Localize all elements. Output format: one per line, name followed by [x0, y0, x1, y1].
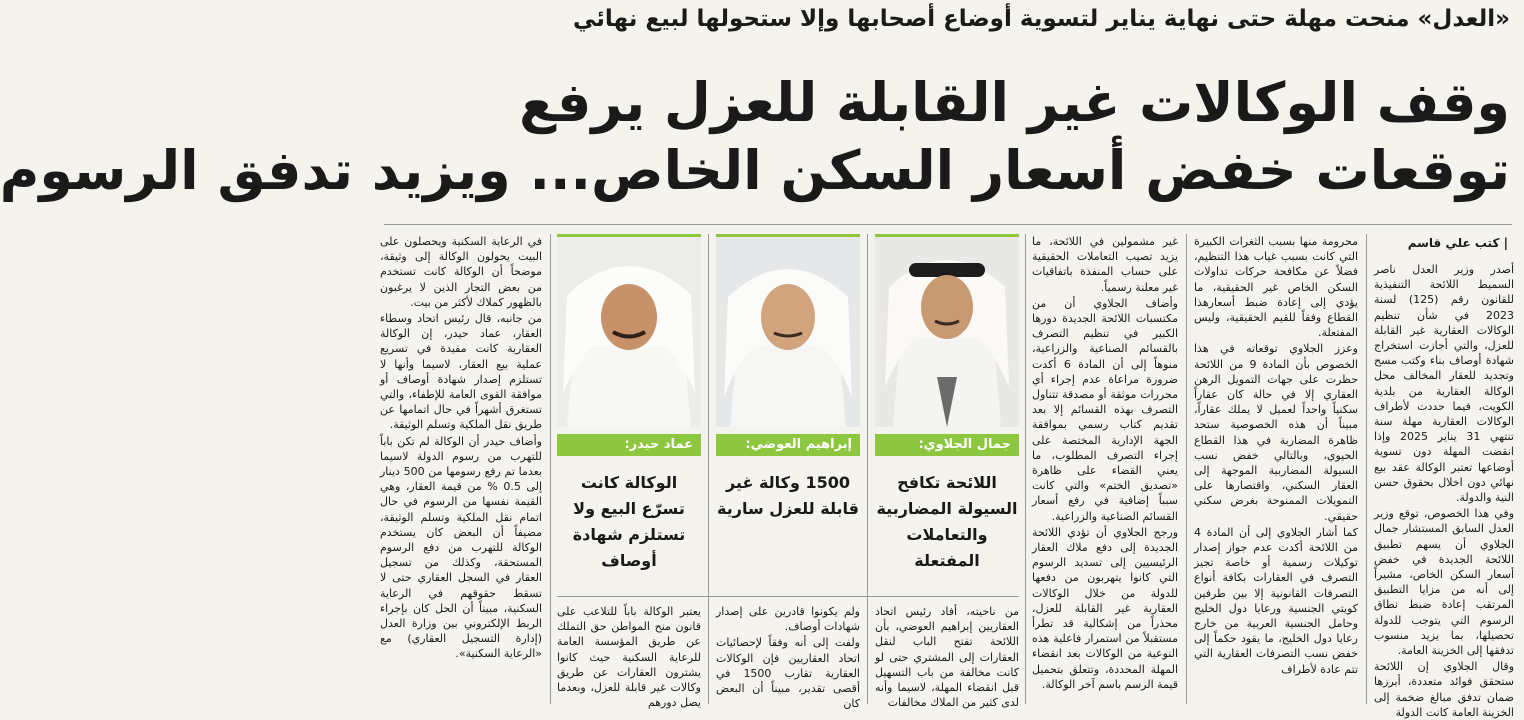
paragraph: أصدر وزير العدل ناصر السميط اللائحة التنفيذية للقانون رقم (125) لسنة 2023 في شأن تنظيم الوكالات العقارية غير القابلة للعزل، والتي أجازت استخراج شهادة أوصاف بناء وكتب مسح وتجديد للعقار المخالف محل الوكالة العقارية من بلدية الكويت، فيما حددت لأطراف الوكالات العقارية مهلة سنة تنتهي 31 يناير 2025 وإذا انقضت المهلة دون تسوية أوضاعها تعتبر الوكالة عقد بيع نهائي دون اخلال بحقوق حسن النية والدولة.: [1374, 263, 1514, 505]
paragraph: وأضاف حيدر أن الوكالة لم تكن باباً للتهرب من رسوم الدولة لاسيما بعدما تم رفع رسومها من 500 دينار إلى 0.5 % من قيمة العقار، وهي القيمة نفسها من الرسوم في حال اتمام نقل الملكية وتسلم الوثيقة، مضيفاً أن البعض كان يستخدم الوكالة للتهرب من دفع الرسوم المستحقة، وكذلك من تسجيل العقار في السجل العقاري حتى لا تسقط حقوقهم في الرعاية السكنية، مبيناً أن الحل كان بإجراء الربط الإلكتروني بين وزارة العدل (إدارة التسجيل العقاري) مع «الرعاية السكنية».: [380, 434, 543, 661]
paragraph: يعتبر الوكالة باباً للتلاعب على قانون منح المواطن حق التملك عن طريق المؤسسة العامة للرعاية السكنية حيث كانوا يشترون العقارات عن طريق وكالات غير قابلة للعزل، وبعدما يصل دورهم: [557, 605, 701, 710]
byline: | كتب علي قاسم: [1407, 236, 1508, 250]
kicker-headline: «العدل» منحت مهلة حتى نهاية يناير لتسوية أوضاع أصحابها وإلا ستحولها لبيع نهائي: [573, 6, 1510, 32]
article-column-3: [1032, 234, 1178, 704]
caption-jamal-aljalawi: جمال الجلاوي:: [875, 434, 1019, 456]
paragraph: ولم يكونوا قادرين على إصدار شهادات أوصاف.: [716, 605, 860, 634]
quote-text: الوكالة كانت تسرّع البيع ولا تستلزم شهادة أوصاف: [572, 473, 686, 570]
header-rule: [384, 224, 1512, 225]
caption-emad-haider: عماد حيدر:: [557, 434, 701, 456]
paragraph: في الرعاية السكنية ويحصلون على البيت يحولون الوكالة إلى وثيقة، موضحاً أن الوكالة كانت تستخدم من بعض التجار الذين لا يرغبون بالظهور كملاك لأكثر من بيت.: [380, 235, 542, 309]
paragraph: ولفت إلى أنه وفقاً لإحصائيات اتحاد العقاريين فإن الوكالات العقارية تقارب 1500 في أقصى تقدير، مبيناً أن البعض كان: [716, 636, 860, 711]
paragraph: وفي هذا الخصوص، توقع وزير العدل السابق المستشار جمال الجلاوي أن يسهم تطبيق اللائحة الجديدة في خفض أسعار السكن الخاص، مشيراً إلى أنه من مزايا التطبيق المرتقب إعادة ضبط نطاق الرسوم التي يتوجب للدولة تحصيلها، بما يزيد منسوب تدفقها إلى الخزينة العامة.: [1374, 507, 1514, 658]
quote-text: 1500 وكالة غير قابلة للعزل سارية: [717, 473, 859, 518]
column-divider: [1025, 234, 1026, 704]
paragraph: كما أشار الجلاوي إلى أن المادة 4 من اللائحة أكدت عدم جواز إصدار توكيلات رسمية أو خاصة تجيز التصرف في العقارات بكافة أنواع التصرفات القانونية إلا بين طرفين كويتي الجنسية ورعايا دول الخليج وحامل الجنسية العربية من خارج رعايا دول الخليج، ما يقود حكماً إلى خفض نسب التصرفات العقارية التي تتم عادة لأطراف: [1194, 525, 1358, 676]
paragraph: غير مشمولين في اللائحة، ما يزيد تصيب التعاملات الحقيقية على حساب المنفذة باتفاقيات غير معلنة رسمياً.: [1032, 235, 1178, 294]
column-divider: [1186, 234, 1187, 704]
column-divider: [550, 234, 551, 704]
article-column-6: [557, 604, 701, 710]
article-column-7: [380, 234, 542, 704]
caption-ibrahim-alawadhi: إبراهيم العوضي:: [716, 434, 860, 456]
photo-emad-haider: [557, 234, 701, 427]
quote-ibrahim-alawadhi: [716, 470, 860, 522]
quote-emad-haider: [557, 470, 701, 574]
portrait-illustration: [557, 237, 701, 427]
column-divider: [867, 234, 868, 704]
portrait-illustration: [875, 237, 1019, 427]
photo-jamal-aljalawi: [875, 234, 1019, 427]
paragraph: من جانبه، قال رئيس اتحاد وسطاء العقار، عماد حيدر، إن الوكالة العقارية كانت مفيدة في تسريع عملية بيع العقار، لاسيما وأنها لا تستلزم إصدار شهادة أوصاف أو موافقة القوى العامة للإطفاء، والتي تستغرق أشهراً في حال اتمامها عن طريق نقل الملكية وتسلم الوثيقة.: [380, 312, 542, 432]
quote-text: اللائحة تكافح السيولة المضاربية والتعاملات المفتعلة: [876, 473, 1018, 570]
paragraph: من ناحيته، أفاد رئيس اتحاد العقاريين إبراهيم العوضي، بأن اللائحة تفتح الباب لنقل العقارات إلى المشتري حتى لو كانت مخالفة من باب التسهيل قبل انقضاء المهلة، لاسيما وأنه لدى كثير من الملاك مخالفات: [875, 605, 1019, 710]
article-column-2: [1194, 234, 1358, 704]
paragraph: ورجح الجلاوي أن تؤدي اللائحة الجديدة إلى دفع ملاك العقار الرئيسيين إلى تسديد الرسوم التي كانوا يتهربون من دفعها للدولة من خلال الوكالات العقارية غير القابلة للعزل، محذراً من إشكالية قد تطرأ مستقبلاً من استمرار فاعلية هذه النوعية من الوكالات بعد انقضاء المهلة المحددة، وتتعلق بتحميل قيمة الرسم باسم آخر الوكالة.: [1032, 525, 1178, 691]
portrait-illustration: [716, 237, 860, 427]
article-column-1: [1374, 262, 1514, 719]
paragraph: وقال الجلاوي إن اللائحة ستحقق فوائد متعددة، أبرزها ضمان تدفق مبالغ ضخمة إلى الخزينة العامة كانت الدولة: [1374, 660, 1514, 719]
article-column-5: [716, 604, 860, 711]
paragraph: وأضاف الجلاوي أن من مكتسبات اللائحة الجديدة دورها الكبير في تنظيم التصرف بالقسائم الصناعية والزراعية، منوهاً إلى أن المادة 6 أكدت ضرورة مراعاة عدم إجراء أي محررات موثقة أو مصدقة تتناول التصرف بهذه القسائم إلا بعد تقديم كتاب رسمي بموافقة الجهة الإدارية المختصة على إجراء التصرف المطلوب، ما يعني القضاء على ظاهرة «تصديق الختم» والتي كانت سبباً إضافية في رفع أسعار القسائم الصناعية والزراعية.: [1032, 296, 1179, 523]
panel-bottom-rule: [557, 596, 1019, 597]
paragraph: وعزز الجلاوي توقعاته في هذا الخصوص بأن المادة 9 من اللائحة حظرت على جهات التمويل الرهن العقاري إلا في حالة كان عقاراً سكنياً واحداً لعميل لا يملك عقاراً، مبيناً أن هذه الخصوصية ستحد ظاهرة المضاربة في هذا القطاع الحيوي، وبالتالي خفض نسب السيولة المضاربية الموجهة إلى العقار السكني، واقتصارها على التمويلات الممنوحة بغرض سكني حقيقي.: [1194, 342, 1358, 523]
column-divider: [708, 234, 709, 704]
column-divider: [1366, 234, 1367, 704]
quote-jamal-aljalawi: [875, 470, 1019, 574]
main-headline-line-1: وقف الوكالات غير القابلة للعزل يرفع: [519, 71, 1510, 134]
main-headline-line-2: توقعات خفض أسعار السكن الخاص... ويزيد تدفق الرسوم: [0, 139, 1510, 202]
photo-ibrahim-alawadhi: [716, 234, 860, 427]
article-column-4: [875, 604, 1019, 710]
paragraph: محرومة منها بسبب الثغرات الكبيرة التي كانت بسبب غياب هذا التنظيم، فضلاً عن مكافحة حركات تداولات السكن الخاص غير الحقيقية، ما يؤدي إلى إعادة ضبط أسعارهذا القطاع وفقاً للقيم الحقيقية، وليس المفتعلة.: [1194, 235, 1358, 340]
